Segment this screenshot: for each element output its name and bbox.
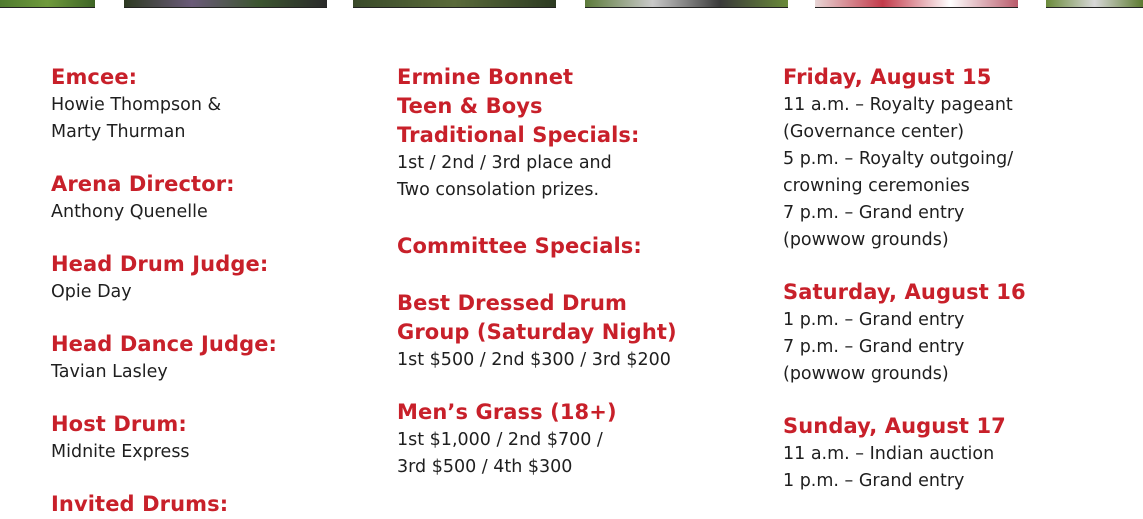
- best-dressed-drum-prizes: 1st $500 / 2nd $300 / 3rd $200: [397, 350, 671, 370]
- schedule-item: 1 p.m. – Grand entry: [783, 471, 965, 491]
- invited-drums-heading: Invited Drums:: [51, 492, 229, 516]
- photo-thumbnail: [1046, 0, 1143, 8]
- head-dance-judge-name: Tavian Lasley: [51, 362, 168, 382]
- schedule-item: 1 p.m. – Grand entry: [783, 310, 965, 330]
- saturday-heading: Saturday, August 16: [783, 280, 1026, 304]
- schedule-item: 5 p.m. – Royalty outgoing/: [783, 149, 1014, 169]
- arena-director-heading: Arena Director:: [51, 172, 235, 196]
- sunday-heading: Sunday, August 17: [783, 414, 1006, 438]
- mens-grass-prizes: 1st $1,000 / 2nd $700 /: [397, 430, 603, 450]
- photo-thumbnail: [353, 0, 556, 8]
- photo-thumbnail: [124, 0, 327, 8]
- schedule-item: 7 p.m. – Grand entry: [783, 203, 965, 223]
- schedule-item: (powwow grounds): [783, 364, 949, 384]
- photo-strip: [0, 0, 1143, 8]
- friday-heading: Friday, August 15: [783, 65, 992, 89]
- ermine-bonnet-heading: Traditional Specials:: [397, 123, 640, 147]
- photo-thumbnail: [585, 0, 788, 8]
- schedule-item: crowning ceremonies: [783, 176, 970, 196]
- ermine-bonnet-heading: Teen & Boys: [397, 94, 543, 118]
- arena-director-name: Anthony Quenelle: [51, 202, 208, 222]
- ermine-bonnet-prizes: 1st / 2nd / 3rd place and: [397, 153, 612, 173]
- host-drum-name: Midnite Express: [51, 442, 190, 462]
- schedule-item: 11 a.m. – Indian auction: [783, 444, 995, 464]
- emcee-heading: Emcee:: [51, 65, 138, 89]
- head-drum-judge-name: Opie Day: [51, 282, 132, 302]
- host-drum-heading: Host Drum:: [51, 412, 187, 436]
- best-dressed-drum-heading: Group (Saturday Night): [397, 320, 677, 344]
- schedule-item: (powwow grounds): [783, 230, 949, 250]
- emcee-name-line: Howie Thompson &: [51, 95, 222, 115]
- photo-thumbnail: [0, 0, 95, 8]
- specials-column: [397, 63, 767, 481]
- schedule-item: 7 p.m. – Grand entry: [783, 337, 965, 357]
- emcee-name-line: Marty Thurman: [51, 122, 186, 142]
- photo-thumbnail: [815, 0, 1018, 8]
- mens-grass-prizes: 3rd $500 / 4th $300: [397, 457, 573, 477]
- schedule-item: (Governance center): [783, 122, 965, 142]
- officials-column: [51, 63, 391, 519]
- head-dance-judge-heading: Head Dance Judge:: [51, 332, 278, 356]
- ermine-bonnet-prizes: Two consolation prizes.: [397, 180, 600, 200]
- ermine-bonnet-heading: Ermine Bonnet: [397, 65, 574, 89]
- schedule-item: 11 a.m. – Royalty pageant: [783, 95, 1013, 115]
- head-drum-judge-heading: Head Drum Judge:: [51, 252, 269, 276]
- best-dressed-drum-heading: Best Dressed Drum: [397, 291, 628, 315]
- mens-grass-heading: Men’s Grass (18+): [397, 400, 617, 424]
- schedule-column: [783, 63, 1123, 495]
- committee-specials-heading: Committee Specials:: [397, 234, 642, 258]
